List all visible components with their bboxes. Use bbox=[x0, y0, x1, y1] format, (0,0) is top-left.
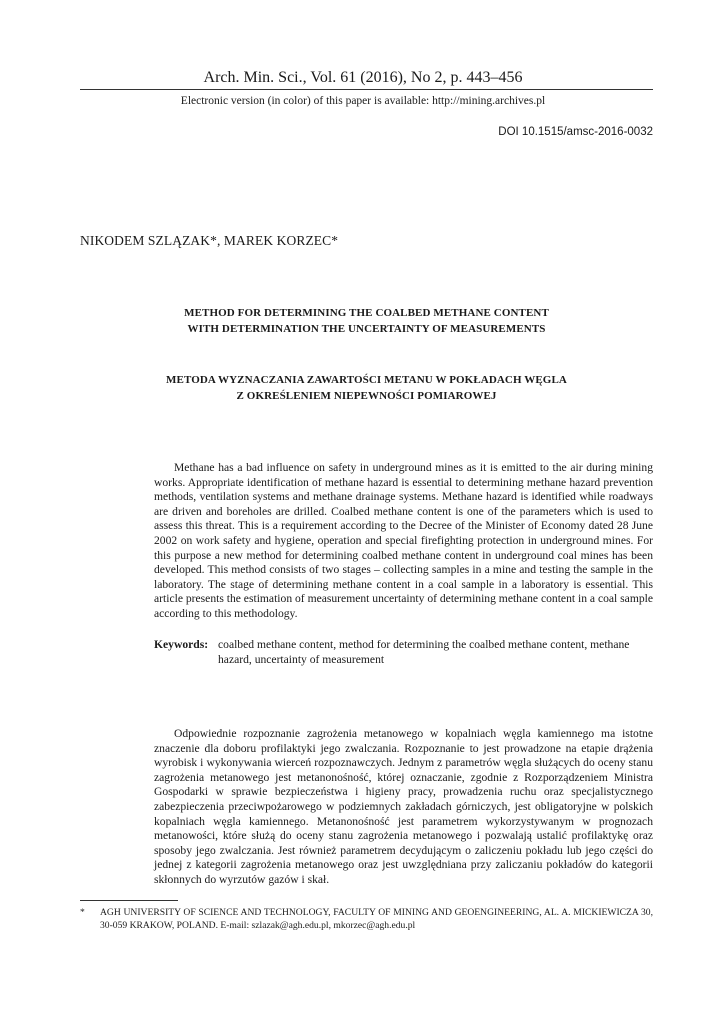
abstract bbox=[154, 461, 653, 622]
footnote-mark: * bbox=[80, 907, 85, 918]
title-polish-line-2: Z OKREŚLENIEM NIEPEWNOŚCI POMIAROWEJ bbox=[236, 389, 497, 402]
title-polish-line-1: METODA WYZNACZANIA ZAWARTOŚCI METANU W POKŁADACH WĘGLA bbox=[166, 374, 567, 386]
title-english bbox=[80, 306, 653, 337]
keywords-label: Keywords: bbox=[154, 638, 209, 651]
abstract-text: Methane has a bad influence on safety in underground mines as it is emitted to the air during mining works. Appropriate identification of methane hazard is essential to determining methane hazard prevention methods, ventilation systems and methane drainage systems. Methane hazard is identified while roadways are driven and boreholes are drilled. Coalbed methane content is one of the parameters which is used to assess this threat. This is a requirement according to the Decree of the Minister of Economy dated 28 June 2002 on work safety and hygiene, operation and special firefighting protection in underground mines. For this purpose a new method for determining coalbed methane content in underground coal mines has been developed. This method consists of two stages – collecting samples in a mine and testing the sample in the laboratory. The stage of determining methane content in a coal sample in a laboratory is essential. This article presents the estimation of measurement uncertainty of determining methane content in a coal sample according to this methodology. bbox=[154, 461, 653, 620]
electronic-version-note: Electronic version (in color) of this paper is available: http://mining.archives.pl bbox=[180, 95, 546, 107]
header-rule bbox=[80, 89, 653, 90]
title-polish bbox=[80, 373, 653, 404]
polish-abstract bbox=[154, 727, 653, 888]
footnote-text: AGH UNIVERSITY OF SCIENCE AND TECHNOLOGY, FACULTY OF MINING AND GEOENGINEERING, AL. A. MICKIEWICZA 30, 30-059 KRAKOW, POLAND. E-mail: szlazak@agh.edu.pl, mkorzec@agh.edu.pl bbox=[100, 907, 653, 931]
title-english-line-1: METHOD FOR DETERMINING THE COALBED METHANE CONTENT bbox=[184, 307, 549, 319]
keywords-text: coalbed methane content, method for determining the coalbed methane content, methane hazard, uncertainty of measurement bbox=[218, 638, 630, 666]
journal-reference: Arch. Min. Sci., Vol. 61 (2016), No 2, p. 443–456 bbox=[203, 69, 523, 86]
footnote bbox=[80, 906, 653, 932]
polish-abstract-text: Odpowiednie rozpoznanie zagrożenia metanowego w kopalniach węgla kamiennego ma istotne znaczenie dla doboru profilaktyki jego zwalczania. Rozpoznanie to jest prowadzone na etapie drążenia wyrobisk i wykonywania wierceń rozpoznawczych. Jednym z parametrów węgla służących do oceny stanu zagrożenia metanowego jest metanonośność, której oznaczanie, zgodnie z Rozporządzeniem Ministra Gospodarki w sprawie bezpieczeństwa i higieny pracy, prowadzenia ruchu oraz specjalistycznego zabezpieczenia przeciwpożarowego w podziemnych zakładach górniczych, jest obligatoryjne w polskich kopalniach węgla kamiennego. Metanonośność jest parametrem wykorzystywanym w prognozach metanowości, które służą do oceny stanu zagrożenia metanowego i pozwalają ustalić profilaktykę oraz sposoby jego zwalczania. Jest również parametrem decydującym o zaliczeniu pokładu lub jego części do jednej z kategorii zagrożenia metanowego oraz jest uwzględniana przy zaliczaniu pokładów do kategorii skłonnych do wyrzutów gazów i skał. bbox=[154, 727, 653, 886]
authors: NIKODEM SZLĄZAK*, MAREK KORZEC* bbox=[80, 233, 339, 248]
keywords bbox=[154, 637, 653, 667]
title-english-line-2: WITH DETERMINATION THE UNCERTAINTY OF MEASUREMENTS bbox=[187, 322, 546, 335]
footnote-rule bbox=[80, 900, 178, 901]
doi: DOI 10.1515/amsc-2016-0032 bbox=[498, 126, 653, 138]
